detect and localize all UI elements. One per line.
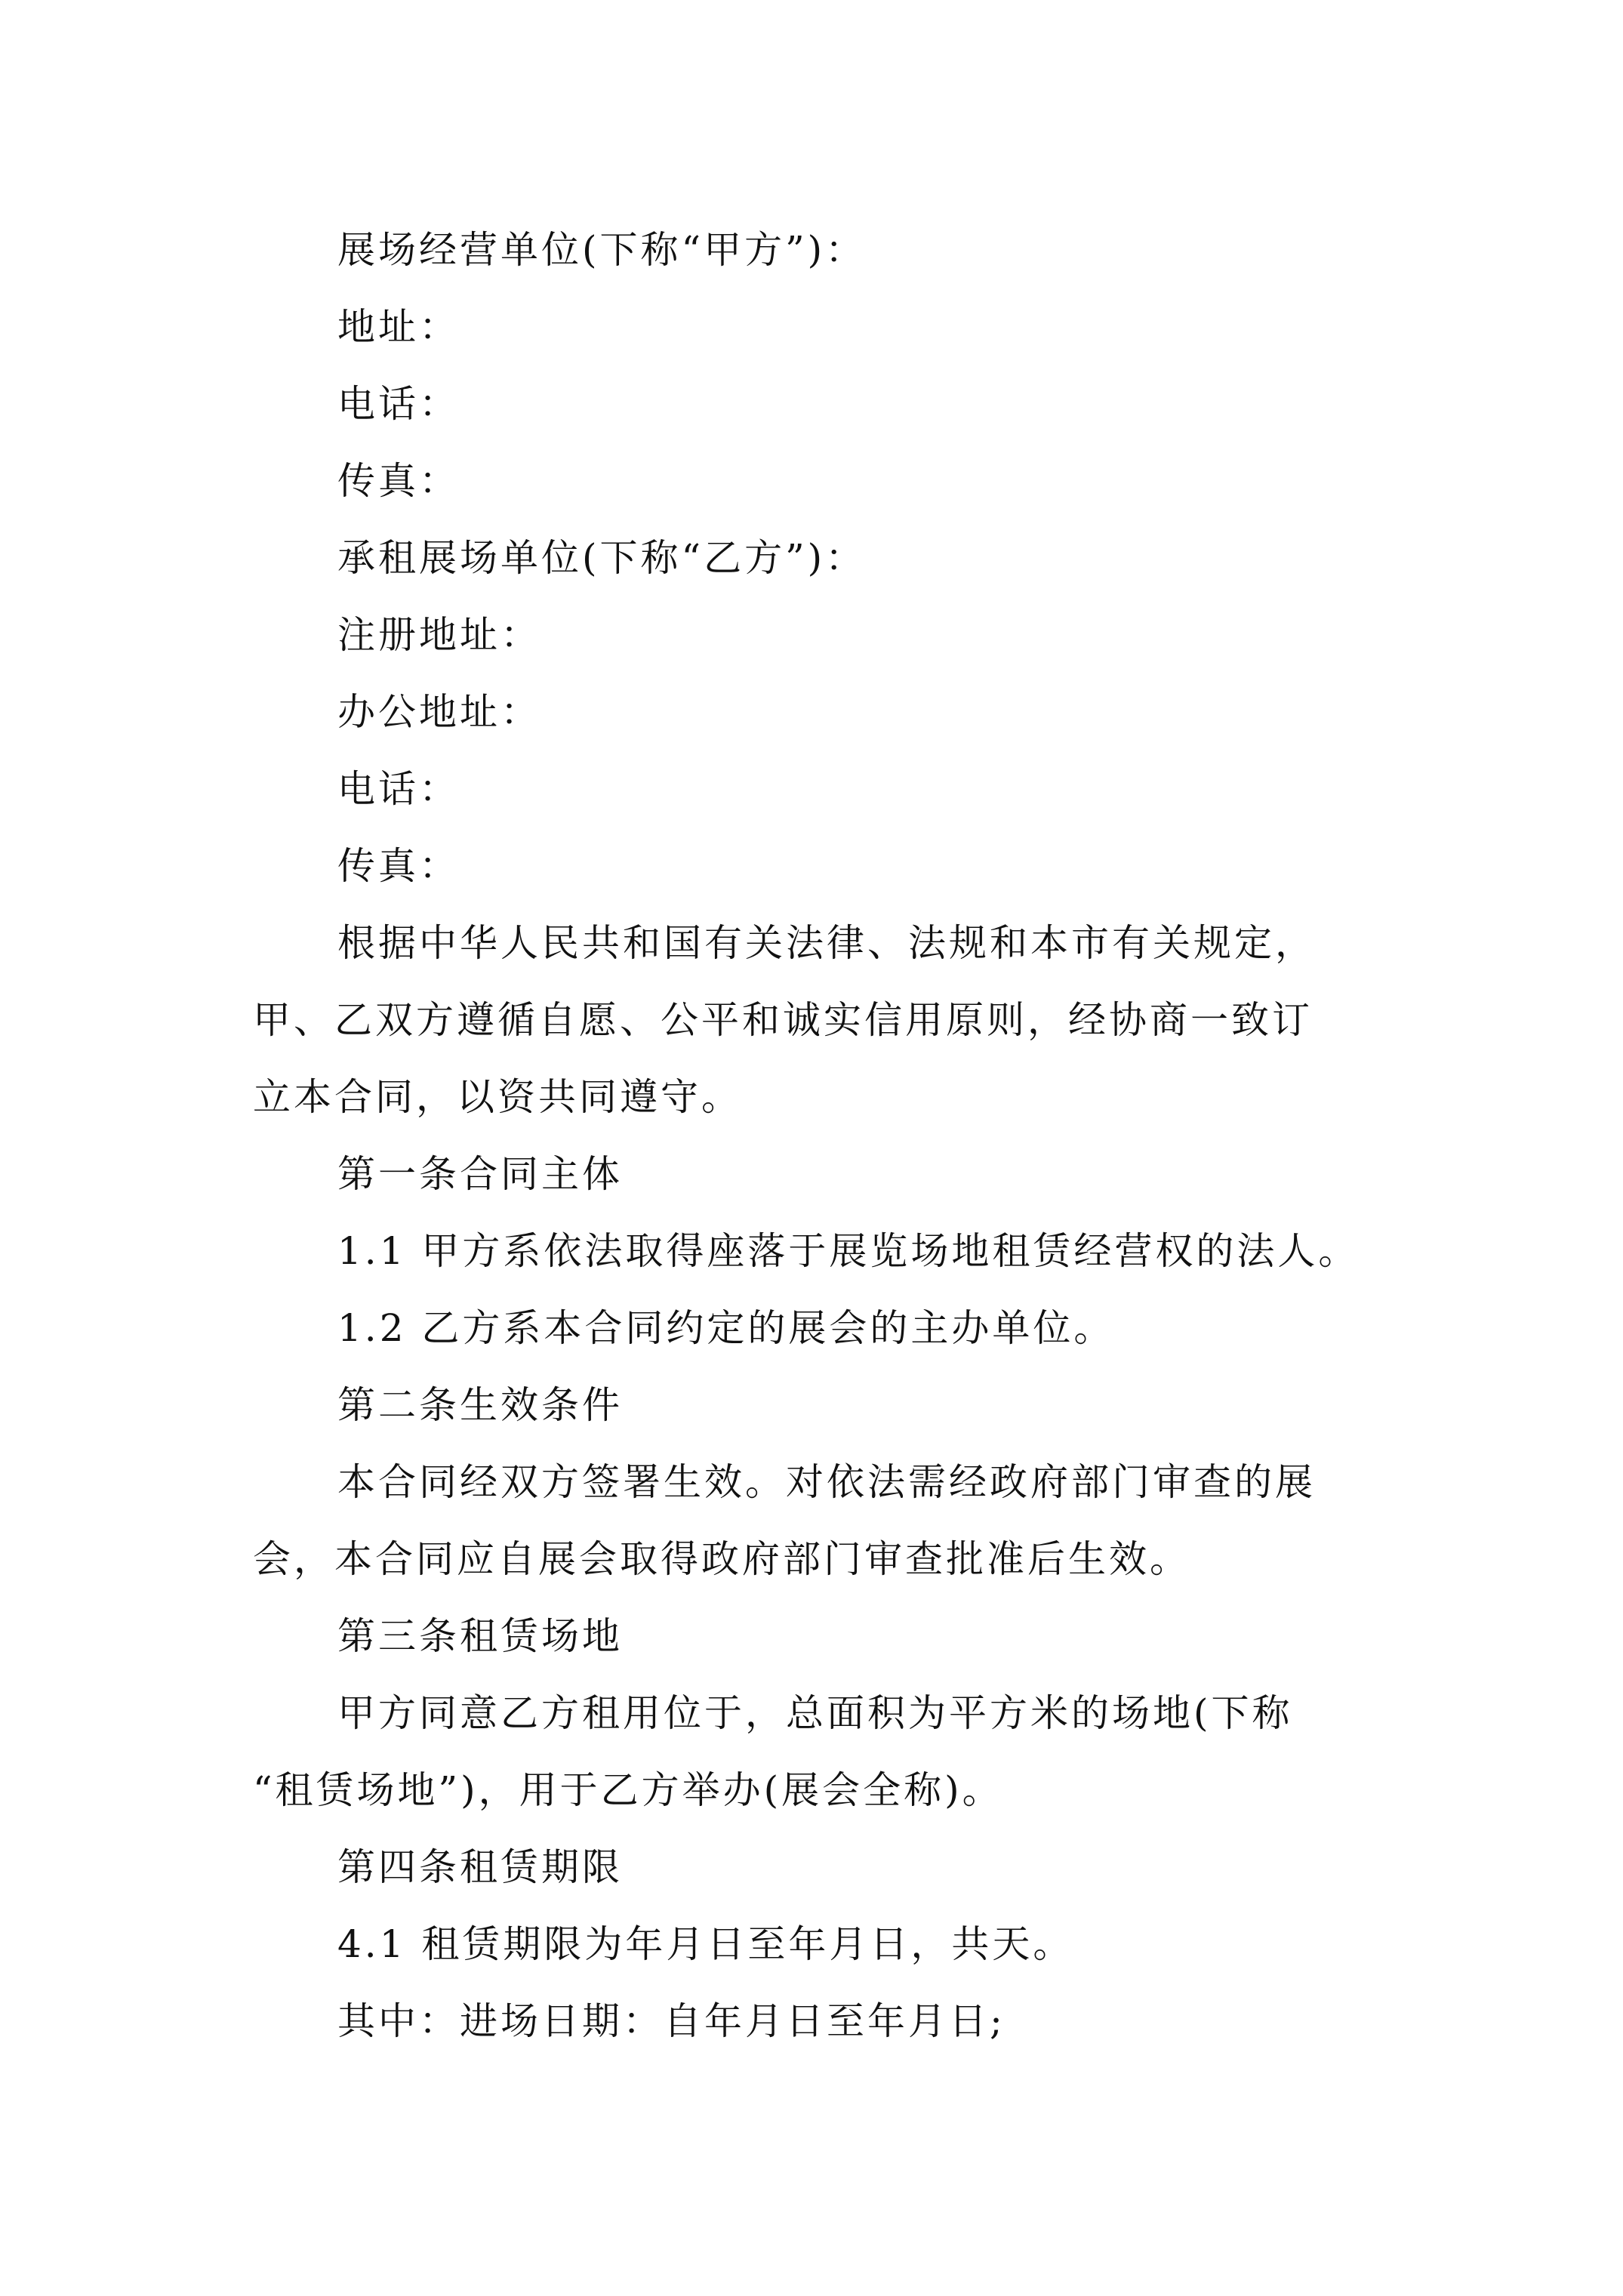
- party-b-phone: 电话：: [337, 767, 460, 811]
- party-b-office-address: 办公地址：: [337, 690, 541, 734]
- party-a-phone: 电话：: [337, 382, 460, 426]
- clause-1-2: 1.2 乙方系本合同约定的展会的主办单位。: [337, 1306, 1115, 1350]
- entry-period: 其中：进场日期：自年月日至年月日;: [337, 1999, 1006, 2043]
- article-2-line-2: 会，本合同应自展会取得政府部门审查批准后生效。: [253, 1537, 1190, 1581]
- contract-body: [253, 211, 1431, 2060]
- article-1-title: 第一条合同主体: [337, 1152, 623, 1196]
- article-4-title: 第四条租赁期限: [337, 1845, 623, 1889]
- preamble-line-1: 根据中华人民共和国有关法律、法规和本市有关规定，: [337, 921, 1316, 965]
- clause-4-1: 4.1 租赁期限为年月日至年月日，共天。: [337, 1922, 1074, 1966]
- party-b-heading: 承租展场单位(下称“乙方”)：: [337, 536, 867, 580]
- article-3-line-1: 甲方同意乙方租用位于，总面积为平方米的场地(下称: [337, 1691, 1293, 1735]
- preamble-line-2: 甲、乙双方遵循自愿、公平和诚实信用原则，经协商一致订: [253, 998, 1313, 1042]
- article-3-line-2: “租赁场地”)，用于乙方举办(展会全称)。: [253, 1768, 1003, 1812]
- article-3-title: 第三条租赁场地: [337, 1614, 623, 1658]
- party-b-fax: 传真：: [337, 844, 460, 888]
- party-a-address: 地址：: [337, 305, 460, 349]
- party-a-heading: 展场经营单位(下称“甲方”)：: [337, 228, 867, 272]
- article-2-line-1: 本合同经双方签署生效。对依法需经政府部门审查的展: [337, 1460, 1316, 1504]
- clause-1-1: 1.1 甲方系依法取得座落于展览场地租赁经营权的法人。: [337, 1229, 1360, 1273]
- party-b-registered-address: 注册地址：: [337, 613, 541, 657]
- party-a-fax: 传真：: [337, 459, 460, 503]
- article-2-title: 第二条生效条件: [337, 1383, 623, 1427]
- preamble-line-3: 立本合同，以资共同遵守。: [253, 1075, 742, 1119]
